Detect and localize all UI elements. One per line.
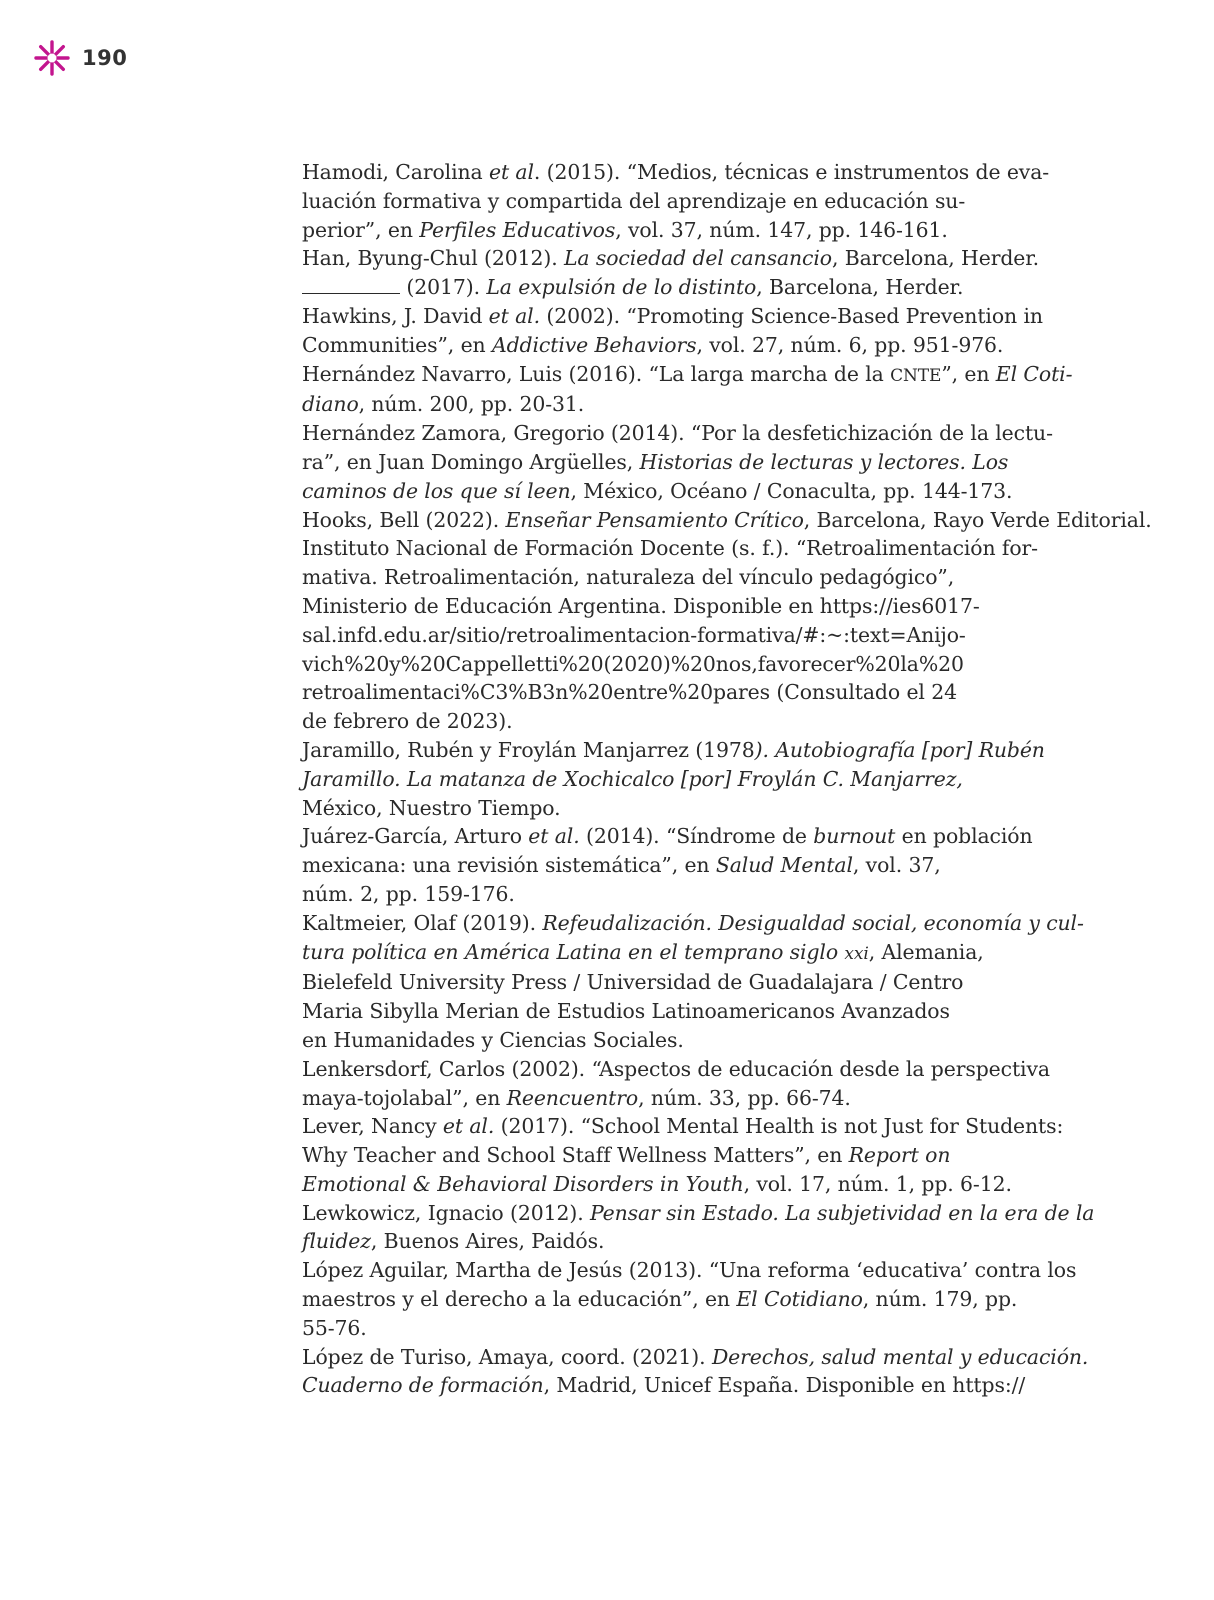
reference-text: (2014). “Síndrome de: [579, 824, 814, 849]
reference-line: [302, 880, 1062, 909]
reference-entry: [302, 909, 1084, 1055]
reference-line: [302, 1314, 1062, 1343]
reference-entry: [302, 736, 1062, 822]
reference-text: , Madrid, Unicef España. Disponible en https://: [543, 1373, 1026, 1398]
reference-line: [302, 331, 1062, 360]
reference-line: [302, 621, 1062, 650]
repeated-author-rule: [302, 275, 400, 294]
reference-text: , vol. 27, núm. 6, pp. 951-976.: [696, 332, 1004, 357]
italic-text: et al.: [442, 1114, 495, 1139]
reference-text: Hernández Navarro, Luis (2016). “La larga marcha de la: [302, 361, 891, 386]
italic-text: fluidez: [302, 1229, 371, 1254]
reference-text: Lewkowicz, Ignacio (2012).: [302, 1200, 590, 1225]
reference-text: Instituto Nacional de Formación Docente (s. f.). “Retroalimentación for-: [302, 536, 1038, 561]
reference-text: , núm. 33, pp. 66-74.: [638, 1085, 851, 1110]
reference-entry: [302, 244, 1062, 273]
reference-line: [302, 1084, 1062, 1113]
reference-text: , vol. 37,: [852, 853, 941, 878]
reference-text: , Buenos Aires, Paidós.: [370, 1229, 605, 1254]
reference-text: Maria Sibylla Merian de Estudios Latinoamericanos Avanzados: [302, 999, 950, 1024]
reference-text: mativa. Retroalimentación, naturaleza del vínculo pedagógico”,: [302, 565, 955, 590]
italic-text: Addictive Behaviors: [491, 332, 697, 357]
reference-text: , núm. 179, pp.: [862, 1287, 1018, 1312]
italic-text: La expulsión de lo distinto: [486, 275, 757, 300]
reference-entry: [302, 302, 1062, 360]
reference-line: [302, 707, 1062, 736]
italic-text: Historias de lecturas y lectores. Los: [639, 449, 1009, 474]
italic-text: El Cotidiano: [736, 1287, 863, 1312]
reference-text: Hawkins, J. David: [302, 303, 489, 328]
reference-line: [302, 938, 1062, 969]
reference-text: ra”, en Juan Domingo Argüelles,: [302, 449, 640, 474]
reference-line: [302, 477, 1062, 506]
reference-text: López de Turiso, Amaya, coord. (2021).: [302, 1344, 712, 1369]
reference-text: en población: [895, 824, 1033, 849]
reference-text: luación formativa y compartida del aprendizaje en educación su-: [302, 188, 966, 213]
reference-entry: [302, 1256, 1077, 1342]
italic-text: Jaramillo. La matanza de Xochicalco [por] Froylán C. Manjarrez,: [302, 766, 963, 791]
reference-entry: [302, 419, 1062, 505]
reference-line: [376, 273, 1062, 302]
reference-text: Bielefeld University Press / Universidad de Guadalajara / Centro: [302, 970, 964, 995]
reference-text: de febrero de 2023).: [302, 709, 513, 734]
reference-text: . (2015). “Medios, técnicas e instrumentos de eva-: [533, 160, 1050, 184]
italic-text: ). Autobiografía [por] Rubén: [754, 737, 1045, 762]
reference-line: [302, 794, 1062, 823]
reference-line: [302, 1371, 1062, 1400]
italic-text: tura política en América Latina en el temprano siglo: [302, 939, 845, 964]
italic-text: xxi: [844, 943, 869, 964]
reference-line: [302, 765, 1062, 794]
reference-text: López Aguilar, Martha de Jesús (2013). “Una reforma ‘educativa’ contra los: [302, 1258, 1077, 1283]
reference-line: [302, 1227, 1062, 1256]
reference-text: maya-tojolabal”, en: [302, 1085, 507, 1110]
reference-text: , núm. 200, pp. 20-31.: [358, 392, 585, 417]
page-number: 190: [82, 46, 128, 70]
reference-text: maestros y el derecho a la educación”, en: [302, 1287, 737, 1312]
reference-entry: [302, 1112, 1062, 1198]
reference-entry: [302, 822, 1062, 908]
reference-text: , Barcelona, Rayo Verde Editorial.: [803, 507, 1152, 532]
italic-text: Report on: [848, 1143, 951, 1168]
italic-text: caminos de los que sí leen: [302, 478, 571, 503]
asterisk-icon: [34, 40, 70, 76]
italic-text: La sociedad del cansancio: [563, 246, 832, 271]
reference-text: Lenkersdorf, Carlos (2002). “Aspectos de educación desde la perspectiva: [302, 1056, 1050, 1081]
reference-text: 55-76.: [302, 1315, 367, 1340]
reference-line: [302, 1141, 1062, 1170]
italic-text: Perfiles Educativos: [419, 217, 616, 242]
italic-text: et al: [488, 160, 534, 184]
italic-text: Salud Mental: [715, 853, 853, 878]
reference-text: Juárez-García, Arturo: [302, 824, 529, 849]
reference-line: [302, 302, 1062, 331]
reference-entry: [302, 273, 1062, 302]
italic-text: et al.: [528, 824, 580, 849]
italic-text: Enseñar Pensamiento Crítico: [505, 507, 804, 532]
reference-text: , Alemania,: [868, 939, 984, 964]
italic-text: Derechos, salud mental y educación.: [711, 1344, 1089, 1369]
reference-line: [302, 736, 1062, 765]
reference-line: [302, 1170, 1062, 1199]
reference-text: Kaltmeier, Olaf (2019).: [302, 910, 543, 935]
reference-line: [302, 968, 1062, 997]
reference-text: (2017). “School Mental Health is not Just for Students:: [494, 1114, 1064, 1139]
reference-text: (2002). “Promoting Science-Based Prevention in: [539, 303, 1043, 328]
italic-text: El Coti-: [995, 361, 1073, 386]
reference-text: sal.infd.edu.ar/sitio/retroalimentacion-formativa/#:~:text=Anijo-: [302, 622, 966, 647]
reference-line: [302, 158, 1062, 187]
reference-line: [302, 1199, 1095, 1228]
italic-text: et al.: [488, 303, 540, 328]
reference-text: Hernández Zamora, Gregorio (2014). “Por la desfetichización de la lectu-: [302, 421, 1053, 446]
italic-text: diano: [302, 392, 359, 417]
reference-text: perior”, en: [302, 217, 420, 242]
italic-text: Cuaderno de formación: [302, 1373, 544, 1398]
reference-text: vich%20y%20Cappelletti%20(2020)%20nos,favorecer%20la%20: [302, 651, 964, 676]
reference-text: , vol. 17, núm. 1, pp. 6-12.: [743, 1171, 1012, 1196]
reference-text: Lever, Nancy: [302, 1114, 443, 1139]
reference-text: Jaramillo, Rubén y Froylán Manjarrez (1978: [302, 737, 755, 762]
reference-line: [302, 1285, 1062, 1314]
reference-text: , vol. 37, núm. 147, pp. 146-161.: [615, 217, 948, 242]
italic-text: Refeudalización. Desigualdad social, economía y cul-: [542, 910, 1084, 935]
page-header: [34, 40, 127, 76]
reference-line: [302, 909, 1084, 938]
reference-line: [302, 592, 1062, 621]
reference-line: [302, 1343, 1089, 1372]
reference-line: [302, 1055, 1062, 1084]
reference-line: [302, 390, 1062, 419]
reference-text: , Barcelona, Herder.: [756, 275, 964, 300]
reference-text: México, Nuestro Tiempo.: [302, 795, 561, 820]
reference-line: [302, 563, 1062, 592]
reference-text: Ministerio de Educación Argentina. Disponible en https://ies6017-: [302, 593, 980, 618]
reference-text: Han, Byung-Chul (2012).: [302, 246, 564, 271]
reference-entry: [302, 1055, 1062, 1113]
reference-line: [302, 1256, 1077, 1285]
italic-text: Emotional & Behavioral Disorders in Youth: [302, 1171, 744, 1196]
reference-text: , Barcelona, Herder.: [831, 246, 1040, 271]
reference-line: [302, 678, 1062, 707]
reference-line: [302, 244, 1062, 273]
reference-entry: [302, 1343, 1089, 1401]
reference-line: [302, 506, 1152, 535]
reference-entry: [302, 534, 1062, 736]
reference-entry: [302, 1199, 1095, 1257]
reference-line: [302, 360, 1073, 391]
reference-line: [302, 1112, 1064, 1141]
reference-line: [302, 534, 1062, 563]
reference-list: [302, 158, 1152, 1400]
italic-text: Reencuentro: [506, 1085, 639, 1110]
reference-line: [302, 187, 1062, 216]
reference-text: Why Teacher and School Staff Wellness Matters”, en: [302, 1143, 849, 1168]
reference-line: [302, 419, 1062, 448]
reference-entry: [302, 506, 1152, 535]
reference-text: Hooks, Bell (2022).: [302, 507, 506, 532]
reference-text: retroalimentaci%C3%B3n%20entre%20pares (Consultado el 24: [302, 680, 957, 705]
reference-line: [302, 216, 1062, 245]
italic-text: burnout: [813, 824, 896, 849]
italic-text: Pensar sin Estado. La subjetividad en la era de la: [589, 1200, 1095, 1225]
reference-text: , México, Océano / Conaculta, pp. 144-173.: [570, 478, 1013, 503]
reference-text: ”, en: [941, 361, 996, 386]
reference-text: en Humanidades y Ciencias Sociales.: [302, 1027, 684, 1052]
reference-text: Communities”, en: [302, 332, 492, 357]
reference-line: [302, 822, 1062, 851]
reference-text: CNTE: [890, 365, 942, 386]
reference-line: [302, 997, 1062, 1026]
reference-line: [302, 650, 1062, 679]
reference-text: (2017).: [400, 275, 487, 300]
reference-line: [302, 1026, 1062, 1055]
reference-entry: [302, 158, 1062, 244]
reference-text: mexicana: una revisión sistemática”, en: [302, 853, 716, 878]
reference-line: [302, 448, 1062, 477]
reference-text: núm. 2, pp. 159-176.: [302, 881, 515, 906]
reference-text: Hamodi, Carolina: [302, 160, 489, 184]
reference-entry: [302, 360, 1073, 420]
reference-line: [302, 851, 1062, 880]
